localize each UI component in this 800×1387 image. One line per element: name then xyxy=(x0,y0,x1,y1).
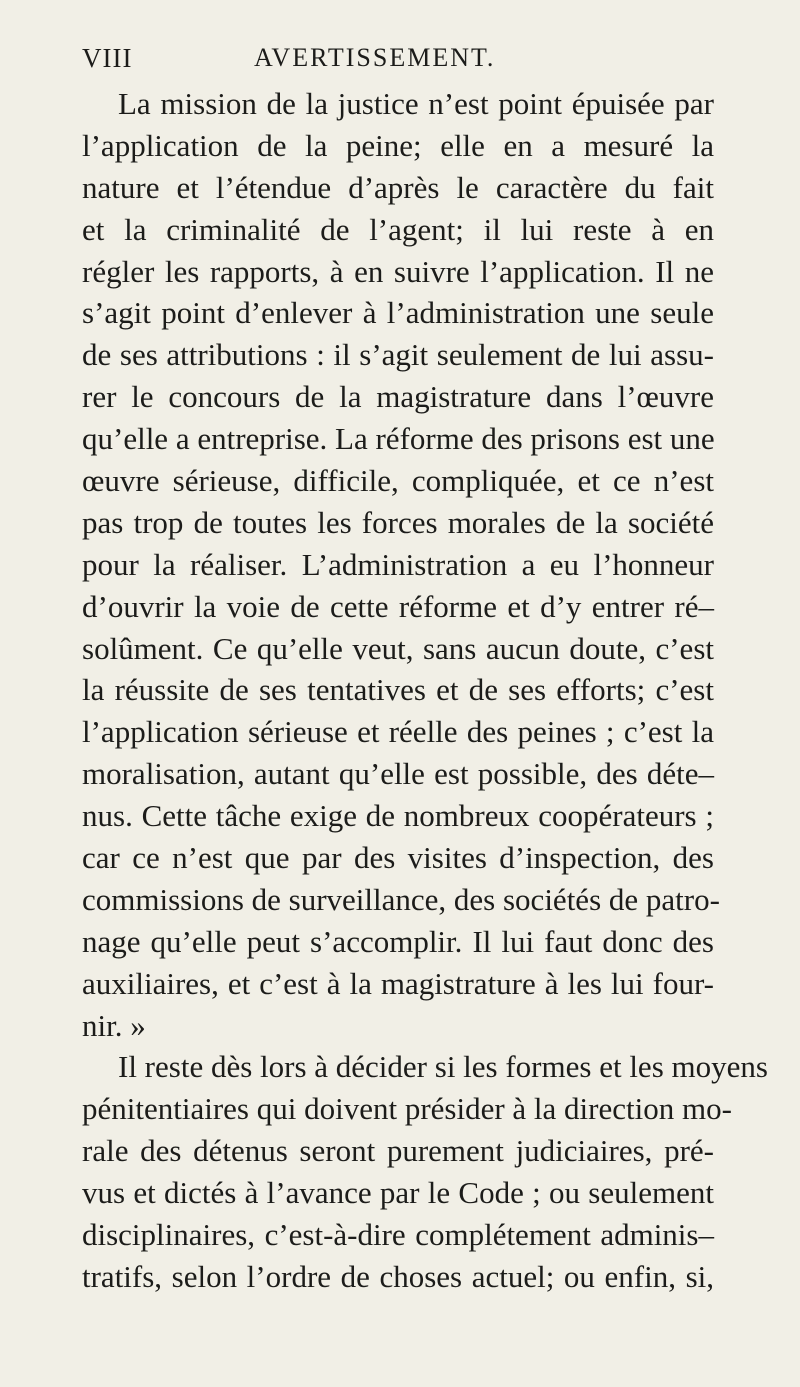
text-line: nus. Cette tâche exige de nombreux coopérateurs ; xyxy=(82,798,714,834)
text-line: et la criminalité de l’agent; il lui reste à en xyxy=(82,211,714,247)
text-line: qu’elle a entreprise. La réforme des prisons est une xyxy=(82,421,715,457)
text-line: pour la réaliser. L’administration a eu l’honneur xyxy=(82,546,714,582)
text-line: solûment. Ce qu’elle veut, sans aucun doute, c’est xyxy=(82,630,714,666)
text-line: nature et l’étendue d’après le caractère du fait xyxy=(82,169,714,205)
text-line: La mission de la justice n’est point épuisée par xyxy=(118,86,714,121)
text-line: Il reste dès lors à décider si les formes et les moyens xyxy=(118,1049,768,1085)
text-line: vus et dictés à l’avance par le Code ; ou seulement xyxy=(82,1175,714,1211)
text-line: nir. » xyxy=(82,1007,146,1043)
text-line: l’application de la peine; elle en a mesuré la xyxy=(82,127,714,163)
text-line: auxiliaires, et c’est à la magistrature à les lui four- xyxy=(82,965,714,1001)
running-title: AVERTISSEMENT. xyxy=(254,43,496,72)
text-line: moralisation, autant qu’elle est possible, des déte– xyxy=(82,756,714,792)
text-line: car ce n’est que par des visites d’inspection, des xyxy=(82,840,714,876)
text-line: commissions de surveillance, des sociétés de patro- xyxy=(82,881,720,917)
text-line: disciplinaires, c’est-à-dire complétement adminis– xyxy=(82,1217,714,1253)
text-line: d’ouvrir la voie de cette réforme et d’y entrer ré– xyxy=(82,588,714,624)
page-number: VIII xyxy=(82,43,133,73)
text-line: s’agit point d’enlever à l’administration une seule xyxy=(82,295,714,331)
running-head xyxy=(82,43,714,79)
text-line: la réussite de ses tentatives et de ses efforts; c’est xyxy=(82,672,714,708)
text-line: rale des détenus seront purement judiciaires, pré- xyxy=(82,1133,714,1169)
text-line: rer le concours de la magistrature dans l’œuvre xyxy=(82,379,714,415)
paragraph-1 xyxy=(82,83,720,1046)
text-line: pénitentiaires qui doivent présider à la direction mo- xyxy=(82,1091,732,1127)
text-line: tratifs, selon l’ordre de choses actuel; ou enfin, si, xyxy=(82,1258,714,1294)
text-line: de ses attributions : il s’agit seulement de lui assu- xyxy=(82,337,714,373)
body-text xyxy=(82,83,768,1298)
text-line: œuvre sérieuse, difficile, compliquée, et ce n’est xyxy=(82,463,714,499)
text-line: pas trop de toutes les forces morales de la société xyxy=(82,504,714,540)
text-line: l’application sérieuse et réelle des peines ; c’est la xyxy=(82,714,714,750)
text-line: nage qu’elle peut s’accomplir. Il lui faut donc des xyxy=(82,923,714,959)
text-line: régler les rapports, à en suivre l’application. Il ne xyxy=(82,253,714,289)
paragraph-2 xyxy=(82,1046,768,1297)
